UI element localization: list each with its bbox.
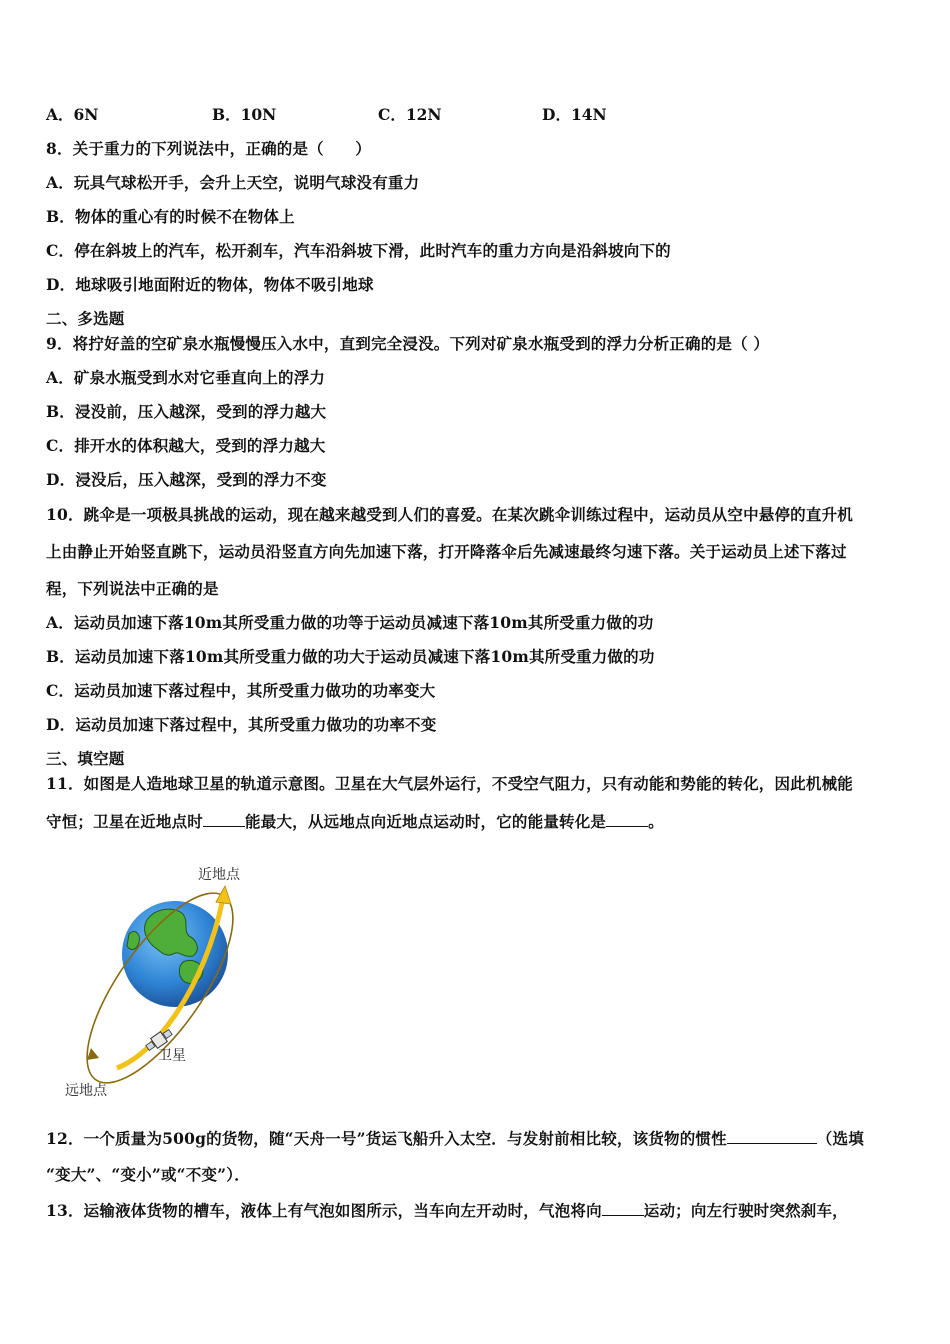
q9-option-a: A．矿泉水瓶受到水对它垂直向上的浮力 — [46, 368, 326, 387]
apogee-label: 远地点 — [65, 1083, 107, 1099]
q10-option-d: D．运动员加速下落过程中，其所受重力做功的功率不变 — [46, 715, 437, 734]
section-multi-choice-heading: 二、多选题 — [46, 309, 125, 328]
q7-option-d: D．14N — [542, 105, 607, 124]
q11-line2-part3: 。 — [648, 812, 664, 831]
q7-option-b: B．10N — [212, 105, 277, 124]
q13-line1 — [46, 1199, 848, 1221]
q11-line2-part1: 守恒；卫星在近地点时 — [46, 812, 204, 831]
q12-line1-part2: （选填 — [816, 1129, 864, 1148]
orbit-back-arrow-icon — [87, 1048, 99, 1060]
q8-option-b: B．物体的重心有的时候不在物体上 — [46, 207, 295, 226]
q8-option-d: D．地球吸引地面附近的物体，物体不吸引地球 — [46, 275, 374, 294]
q12-line1-part1: 12．一个质量为500g的货物，随“天舟一号”货运飞船升入太空．与发射前相比较，该货物的惯性 — [46, 1129, 727, 1148]
q13-blank-1 — [602, 1201, 644, 1216]
q7-option-a: A．6N — [46, 105, 99, 124]
q11-line2-part2: 能最大，从远地点向近地点运动时，它的能量转化是 — [245, 812, 607, 831]
q8-option-c: C．停在斜坡上的汽车，松开刹车，汽车沿斜坡下滑，此时汽车的重力方向是沿斜坡向下的 — [46, 241, 671, 260]
q7-option-c: C．12N — [378, 105, 442, 124]
q8-stem: 8．关于重力的下列说法中，正确的是（ ） — [46, 139, 371, 158]
q12-blank — [727, 1129, 817, 1144]
q10-stem-line1: 10．跳伞是一项极具挑战的运动，现在越来越受到人们的喜爱。在某次跳伞训练过程中，运动员从空中悬停的直升机 — [46, 505, 853, 524]
q13-line1-part2: 运动；向左行驶时突然刹车， — [643, 1201, 848, 1220]
satellite-orbit-figure — [55, 858, 260, 1103]
section-fill-blank-heading: 三、填空题 — [46, 749, 125, 768]
q9-option-d: D．浸没后，压入越深，受到的浮力不变 — [46, 470, 327, 489]
q10-stem-line2: 上由静止开始竖直跳下，运动员沿竖直方向先加速下落，打开降落伞后先减速最终匀速下落。关于运动员上述下落过 — [46, 542, 847, 561]
perigee-label: 近地点 — [198, 867, 240, 883]
q9-stem: 9．将拧好盖的空矿泉水瓶慢慢压入水中，直到完全浸没。下列对矿泉水瓶受到的浮力分析正确的是（ ） — [46, 334, 770, 353]
q10-stem-line3: 程，下列说法中正确的是 — [46, 579, 219, 598]
q9-option-c: C．排开水的体积越大，受到的浮力越大 — [46, 436, 326, 455]
q9-option-b: B．浸没前，压入越深，受到的浮力越大 — [46, 402, 327, 421]
q11-line2 — [46, 810, 664, 832]
q10-option-c: C．运动员加速下落过程中，其所受重力做功的功率变大 — [46, 681, 436, 700]
q8-option-a: A．玩具气球松开手，会升上天空，说明气球没有重力 — [46, 173, 420, 192]
q12-line2: “变大”、“变小”或“不变”）． — [46, 1165, 250, 1184]
satellite-label: 卫星 — [158, 1048, 186, 1064]
q12-line1 — [46, 1127, 864, 1149]
q10-option-a: A．运动员加速下落10m其所受重力做的功等于运动员减速下落10m其所受重力做的功 — [46, 613, 654, 632]
orbit-diagram — [55, 858, 260, 1103]
q11-line1: 11．如图是人造地球卫星的轨道示意图。卫星在大气层外运行，不受空气阻力，只有动能和势能的转化，因此机械能 — [46, 774, 853, 793]
q13-line1-part1: 13．运输液体货物的槽车，液体上有气泡如图所示，当车向左开动时，气泡将向 — [46, 1201, 602, 1220]
q11-blank-1 — [203, 812, 245, 827]
q11-blank-2 — [606, 812, 648, 827]
arrow-head-icon — [216, 886, 231, 904]
q10-option-b: B．运动员加速下落10m其所受重力做的功大于运动员减速下落10m其所受重力做的功 — [46, 647, 655, 666]
